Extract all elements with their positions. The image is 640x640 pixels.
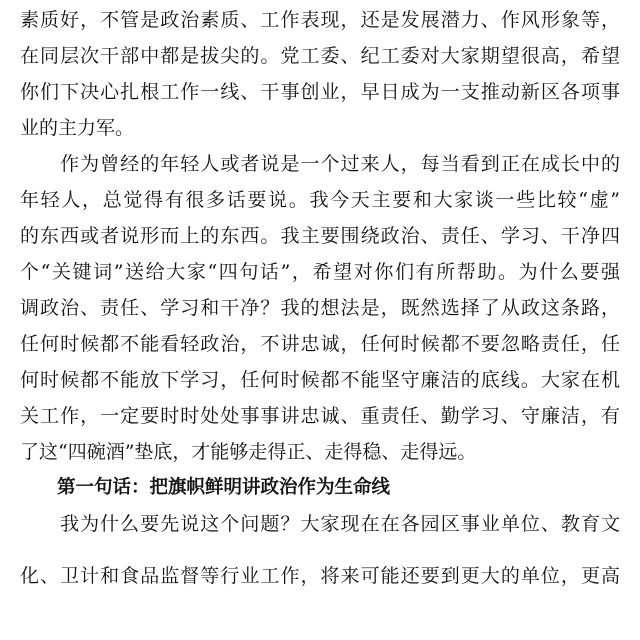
text-line-12: 关工作，一定要时时处处事事讲忠诚、重责任、勤学习、守廉洁，有 <box>20 405 620 427</box>
text-line-3: 你们下决心扎根工作一线、干事创业，早日成为一支推动新区各项事 <box>20 81 620 103</box>
section-heading: 第一句话：把旗帜鲜明讲政治作为生命线 <box>20 477 391 498</box>
text-line-1: 素质好，不管是政治素质、工作表现，还是发展潜力、作风形象等， <box>20 9 620 31</box>
text-line-4: 业的主力军。 <box>20 117 135 139</box>
text-line-11: 何时候都不能放下学习，任何时候都不能坚守廉洁的底线。大家在机 <box>20 369 620 391</box>
text-line-6: 年轻人，总觉得有很多话要说。我今天主要和大家谈一些比较“虚” <box>20 189 620 211</box>
text-line-10: 任何时候都不能看轻政治，不讲忠诚，任何时候都不要忽略责任，任 <box>20 333 620 355</box>
text-line-13: 了这“四碗酒”垫底，才能够走得正、走得稳、走得远。 <box>20 441 477 463</box>
document-body <box>20 2 620 594</box>
text-line-15: 我为什么要先说这个问题？大家现在在各园区事业单位、教育文 <box>20 513 620 535</box>
text-line-8: 个“关键词”送给大家“四句话”，希望对你们有所帮助。为什么要强 <box>20 261 620 283</box>
text-line-5: 作为曾经的年轻人或者说是一个过来人，每当看到正在成长中的 <box>20 153 620 175</box>
text-line-16: 化、卫计和食品监督等行业工作，将来可能还要到更大的单位，更高 <box>20 565 620 587</box>
text-line-9: 调政治、责任、学习和干净？我的想法是，既然选择了从政这条路， <box>20 297 620 319</box>
text-line-7: 的东西或者说形而上的东西。我主要围绕政治、责任、学习、干净四 <box>20 225 620 247</box>
text-line-2: 在同层次干部中都是拔尖的。党工委、纪工委对大家期望很高，希望 <box>20 45 620 67</box>
